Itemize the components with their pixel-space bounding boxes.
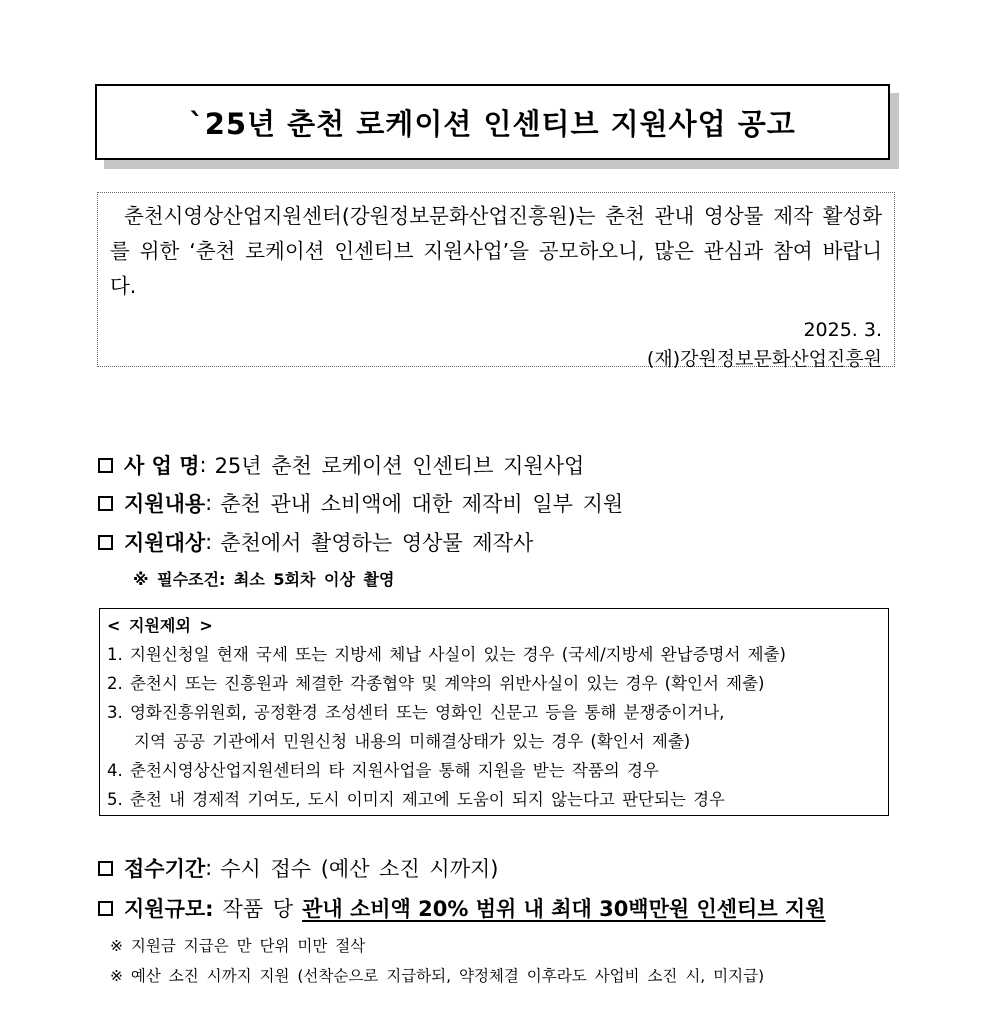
notice-date: 2025. 3. xyxy=(803,319,882,341)
exclusion-item-continuation: 지역 공공 기관에서 민원신청 내용의 미해결상태가 있는 경우 (확인서 제출) xyxy=(134,732,691,751)
project-name-row xyxy=(95,450,584,480)
support-target-label: 지원대상 xyxy=(124,531,206,555)
support-content-value: 춘천 관내 소비액에 대한 제작비 일부 지원 xyxy=(220,492,624,516)
checkbox-square-icon xyxy=(98,901,113,916)
application-period-row xyxy=(95,853,498,883)
checkbox-square-icon xyxy=(98,496,113,511)
label-colon: : xyxy=(205,856,213,880)
exclusion-item: 1. 지원신청일 현재 국세 또는 지방세 체납 사실이 있는 경우 (국세/지방세 완납증명서 제출) xyxy=(107,645,786,664)
intro-text: 춘천시영상산업지원센터(강원정보문화산업진흥원)는 춘천 관내 영상물 제작 활성화를 위한 ‘춘천 로케이션 인센티브 지원사업’을 공모하오니, 많은 관심과 참여 바랍니다. xyxy=(110,204,882,298)
application-period-label: 접수기간 xyxy=(124,857,206,881)
checkbox-square-icon xyxy=(98,458,113,473)
project-name-value: 25년 춘천 로케이션 인센티브 지원사업 xyxy=(214,454,585,478)
footnote: ※ 예산 소진 시까지 지원 (선착순으로 지급하되, 약정체결 이후라도 사업비 소진 시, 미지급) xyxy=(110,967,765,985)
support-target-value: 춘천에서 촬영하는 영상물 제작사 xyxy=(220,531,534,555)
support-content-label: 지원내용 xyxy=(124,492,206,516)
exclusion-box xyxy=(99,608,889,816)
label-colon: : xyxy=(205,491,213,515)
support-scale-emphasis: 관내 소비액 20% 범위 내 최대 30백만원 인센티브 지원 xyxy=(302,897,826,921)
support-content-row xyxy=(95,488,623,518)
issuing-organization: (재)강원정보문화산업진흥원 xyxy=(646,348,882,370)
footnote: ※ 지원금 지급은 만 단위 미만 절삭 xyxy=(110,937,366,955)
exclusion-item: 2. 춘천시 또는 진흥원과 체결한 각종협약 및 계약의 위반사실이 있는 경우 (확인서 제출) xyxy=(107,674,765,693)
required-condition-note: ※ 필수조건: 최소 5회차 이상 촬영 xyxy=(133,570,395,589)
exclusion-item: 4. 춘천시영상산업지원센터의 타 지원사업을 통해 지원을 받는 작품의 경우 xyxy=(107,761,659,780)
support-target-row xyxy=(95,527,533,557)
label-colon: : xyxy=(205,530,213,554)
page-title: `25년 춘천 로케이션 인센티브 지원사업 공고 xyxy=(189,106,796,141)
exclusion-heading: < 지원제외 > xyxy=(107,616,213,635)
checkbox-square-icon xyxy=(98,535,113,550)
intro-notice-box xyxy=(97,192,895,370)
label-colon: : xyxy=(199,453,207,477)
exclusion-item: 3. 영화진흥위원회, 공정환경 조성센터 또는 영화인 신문고 등을 통해 분쟁중이거나, xyxy=(107,703,725,722)
application-period-value: 수시 접수 (예산 소진 시까지) xyxy=(220,857,499,881)
checkbox-square-icon xyxy=(98,861,113,876)
support-scale-row xyxy=(95,893,826,923)
title-box xyxy=(95,84,890,160)
exclusion-item: 5. 춘천 내 경제적 기여도, 도시 이미지 제고에 도움이 되지 않는다고 판단되는 경우 xyxy=(107,790,725,809)
support-scale-prefix: 작품 당 xyxy=(222,897,294,921)
project-name-label: 사 업 명 xyxy=(124,454,200,478)
support-scale-label: 지원규모: xyxy=(124,897,214,921)
